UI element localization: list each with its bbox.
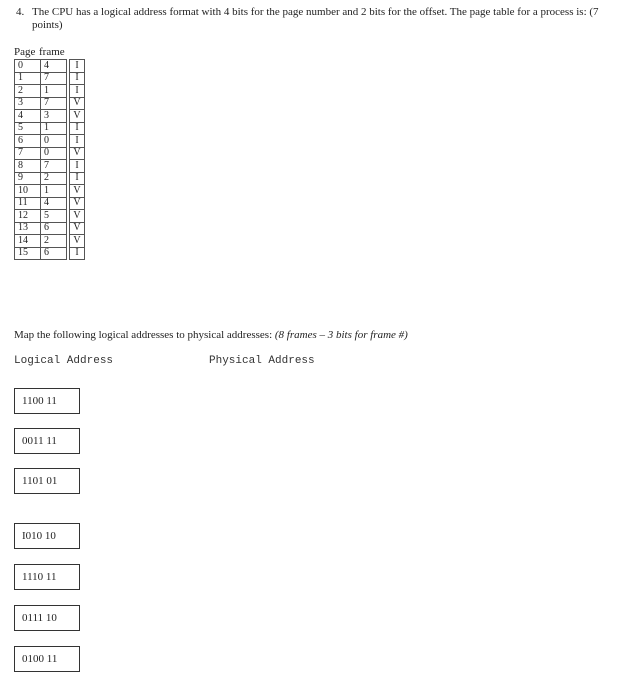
page-table-cell-page: 0 [15,60,41,73]
page-table-cell-valid: V [70,97,85,110]
page-table-cell-page: 7 [15,147,41,160]
page-table-cell-page: 2 [15,85,41,98]
page-table-cell-page: 15 [15,247,41,260]
page-table-cell-frame: 6 [41,222,67,235]
page-table-row [15,110,85,123]
page-table-cell-page: 6 [15,135,41,148]
page-table-row [15,60,85,73]
page-table-cell-valid: I [70,85,85,98]
page-table-cell-frame: 7 [41,160,67,173]
page-column-header: Page [14,46,36,58]
page-table-row [15,122,85,135]
page-table-cell-frame: 7 [41,72,67,85]
page-table-cell-valid: I [70,247,85,260]
page-table-cell-frame: 1 [41,122,67,135]
page-table-row [15,147,85,160]
page-table-cell-valid: V [70,185,85,198]
page-table-cell-frame: 7 [41,97,67,110]
mapping-instruction [14,329,408,341]
page-table-cell-valid: I [70,172,85,185]
page-table-cell-frame: 4 [41,60,67,73]
page-table-cell-page: 13 [15,222,41,235]
page-table-cell-page: 14 [15,235,41,248]
page-table-cell-valid: I [70,72,85,85]
logical-address-box: 0100 11 [14,646,80,672]
page-table-row [15,160,85,173]
page-table-cell-valid: V [70,235,85,248]
logical-address-label: Logical Address [14,355,114,367]
mapping-note: (8 frames – 3 bits for frame #) [274,329,408,341]
logical-address-box: 0011 11 [14,428,80,454]
page-table-cell-page: 3 [15,97,41,110]
page-table-row [15,210,85,223]
page-table-cell-frame: 0 [41,135,67,148]
page-table-cell-page: 8 [15,160,41,173]
page-table-row [15,197,85,210]
page-table-cell-frame: 1 [41,185,67,198]
page-table-cell-page: 1 [15,72,41,85]
page-table-row [15,222,85,235]
page-table-cell-frame: 0 [41,147,67,160]
page-table-cell-valid: I [70,160,85,173]
page-table-row [15,172,85,185]
page-table-row [15,72,85,85]
physical-address-label: Physical Address [209,355,315,367]
page-table-cell-frame: 5 [41,210,67,223]
page-table-cell-page: 4 [15,110,41,123]
question-number: 4. [16,6,25,18]
page-table-cell-frame: 4 [41,197,67,210]
page-table-row [15,135,85,148]
page-table-cell-valid: V [70,147,85,160]
page-table-cell-valid: V [70,222,85,235]
page-table-cell-frame: 2 [41,235,67,248]
logical-address-box: 1101 01 [14,468,80,494]
page-table-cell-page: 10 [15,185,41,198]
page-table-cell-frame: 2 [41,172,67,185]
page-table-row [15,235,85,248]
page-table-cell-page: 5 [15,122,41,135]
logical-address-box: 1100 11 [14,388,80,414]
page-table-cell-valid: V [70,197,85,210]
logical-address-box: 1110 11 [14,564,80,590]
logical-address-box: 0111 10 [14,605,80,631]
question-text: The CPU has a logical address format with 4 bits for the page number and 2 bits for the offset. The page table for a process is: (7 points) [32,6,599,31]
page-table-row [15,97,85,110]
page-table-cell-valid: I [70,122,85,135]
page-table-row [15,185,85,198]
page-table-cell-frame: 3 [41,110,67,123]
page-table-cell-frame: 6 [41,247,67,260]
page-table-cell-frame: 1 [41,85,67,98]
page-table-cell-valid: V [70,210,85,223]
page-table-cell-page: 12 [15,210,41,223]
frame-column-header: frame [39,46,65,58]
page-table-cell-page: 9 [15,172,41,185]
page-table-cell-page: 11 [15,197,41,210]
page-table-cell-valid: I [70,60,85,73]
page-table-cell-valid: I [70,135,85,148]
page-table-row [15,247,85,260]
page-table [14,59,85,260]
page-table-cell-valid: V [70,110,85,123]
logical-address-box: I010 10 [14,523,80,549]
page-table-row [15,85,85,98]
mapping-instruction-text: Map the following logical addresses to physical addresses: [14,329,273,341]
